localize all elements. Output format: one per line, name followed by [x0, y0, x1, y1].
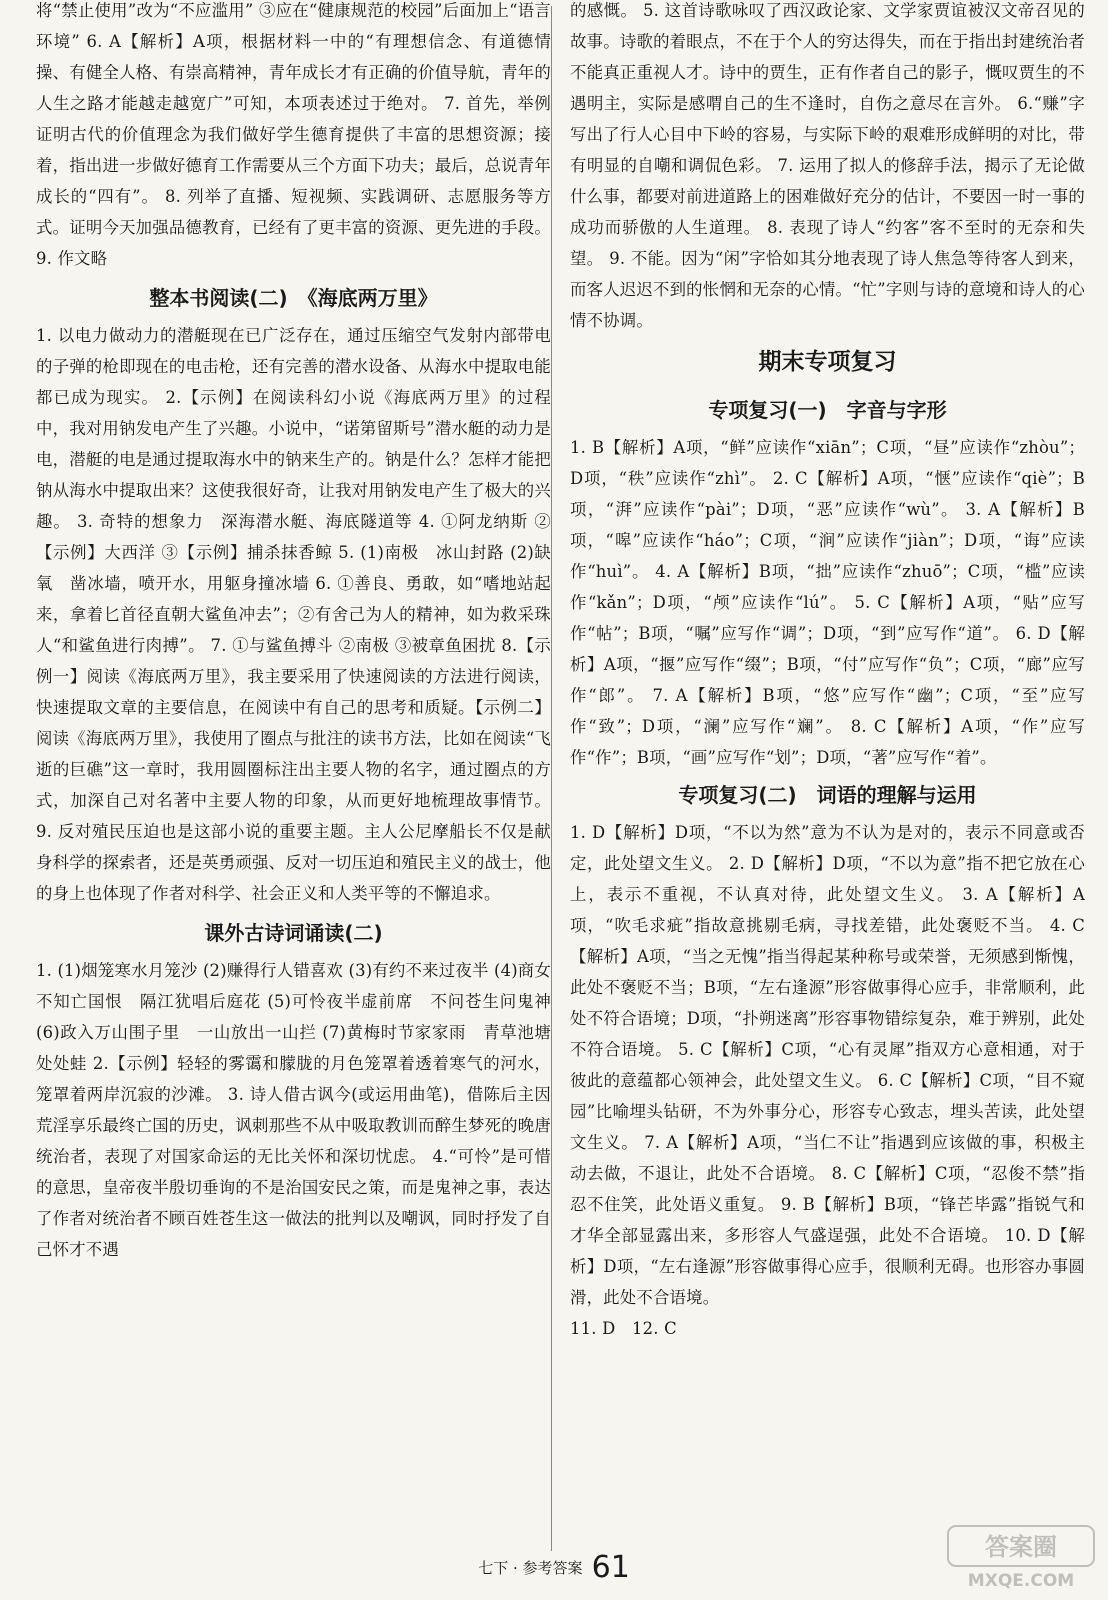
- right-column: [570, 0, 1085, 1344]
- page-number: 61: [591, 1550, 630, 1585]
- answers-poetry: 1. (1)烟笼寒水月笼沙 (2)赚得行人错喜欢 (3)有约不来过夜半 (4)商女不知亡国恨 隔江犹唱后庭花 (5)可怜夜半虚前席 不问苍生问鬼神 (6)政入万山围子里 一山放出一山拦 (7)黄梅时节家家雨 青草池塘处处蛙 2.【示例】轻轻的雾霭和朦胧的月色笼罩着透着寒气的河水，笼罩着两岸沉寂的沙滩。 3. 诗人借古讽今(或运用曲笔)，借陈后主因荒淫享乐最终亡国的历史，讽刺那些不从中吸取教训而醉生梦死的晚唐统治者，表现了对国家命运的无比关怀和深切忧虑。 4.“可怜”是可惜的意思，皇帝夜半殷切垂询的不是治国安民之策，而是鬼神之事，表达了作者对统治者不顾百姓苍生这一做法的批判以及嘲讽，同时抒发了自己怀才不遇: [36, 961, 551, 1259]
- left-column: [36, 0, 551, 1265]
- watermark-url: MXQE.COM: [967, 1571, 1075, 1591]
- section-title-pronunciation: 专项复习(一) 字音与字形: [708, 398, 947, 422]
- section-title-poetry: 课外古诗词诵读(二): [204, 921, 383, 945]
- section-title-ocean-novel: 整本书阅读(二) 《海底两万里》: [149, 286, 438, 310]
- column-divider: [551, 6, 552, 1551]
- watermark-text: 答案圈: [985, 1533, 1057, 1561]
- final-review-title: 期末专项复习: [758, 349, 897, 375]
- answers-ocean-novel: 1. 以电力做动力的潜艇现在已广泛存在，通过压缩空气发射内部带电的子弹的枪即现在的电击枪，还有完善的潜水设备、从海水中提取电能都已成为现实。 2.【示例】在阅读科幻小说《海底两万里》的过程中，我对用钠发电产生了兴趣。小说中，“诺第留斯号”潜水艇的动力是电，潜艇的电是通过提取海水中的钠来生产的。钠是什么？怎样才能把钠从海水中提取出来？这使我很好奇，让我对用钠发电产生了极大的兴趣。 3. 奇特的想象力 深海潜水艇、海底隧道等 4. ①阿龙纳斯 ②【示例】大西洋 ③【示例】捕杀抹香鲸 5. (1)南极 冰山封路 (2)缺氧 凿冰墙，喷开水，用躯身撞冰墙 6. ①善良、勇敢，如“嗜地站起来，拿着匕首径直朝大鲨鱼冲去”；②有舍己为人的精神，如为救采珠人“和鲨鱼进行肉搏”。 7. ①与鲨鱼搏斗 ②南极 ③被章鱼困扰 8.【示例一】阅读《海底两万里》，我主要采用了快速阅读的方法进行阅读，快速提取文章的主要信息，在阅读中有自己的思考和质疑。【示例二】阅读《海底两万里》，我使用了圈点与批注的读书方法，比如在阅读“飞逝的巨礁”这一章时，我用圆圈标注出主要人物的名字，通过圈点的方式，加深自己对名著中主要人物的印象，从而更好地梳理故事情节。 9. 反对殖民压迫也是这部小说的重要主题。主人公尼摩船长不仅是献身科学的探索者，还是英勇顽强、反对一切压迫和殖民主义的战士，他的身上也体现了作者对科学、社会正义和人类平等的不懈追求。: [36, 326, 551, 903]
- page-footer: [0, 1550, 1108, 1598]
- watermark-logo: [946, 1524, 1096, 1594]
- poetry-continued-text: 的感慨。 5. 这首诗歌咏叹了西汉政论家、文学家贾谊被汉文帝召见的故事。诗歌的着眼点，不在于个人的穷达得失，而在于指出封建统治者不能真正重视人才。诗中的贾生，正有作者自己的影子，慨叹贾生的不遇明主，实际是感喟自己的生不逢时，自伤之意尽在言外。 6.“赚”字写出了行人心目中下岭的容易，与实际下岭的艰难形成鲜明的对比，带有明显的自嘲和调侃色彩。 7. 运用了拟人的修辞手法，揭示了无论做什么事，都要对前进道路上的困难做好充分的估计，不要因一时一事的成功而骄傲的人生道理。 8. 表现了诗人“约客”客不至时的无奈和失望。 9. 不能。因为“闲”字恰如其分地表现了诗人焦急等待客人到来，而客人迟迟不到的怅惘和无奈的心情。“忙”字则与诗的意境和诗人的心情不协调。: [570, 1, 1085, 330]
- footer-label: 七下 · 参考答案: [478, 1559, 583, 1577]
- answer-continued-text: 将“禁止使用”改为“不应滥用” ③应在“健康规范的校园”后面加上“语言环境” 6. A【解析】A项，根据材料一中的“有理想信念、有道德情操、有健全人格、有崇高精神，青年成长才有正确的价值导航，青年的人生之路才能越走越宽广”可知，本项表述过于绝对。 7. 首先，举例证明古代的价值理念为我们做好学生德育提供了丰富的思想资源；接着，指出进一步做好德育工作需要从三个方面下功夫；最后，总说青年成长的“四有”。 8. 列举了直播、短视频、实践调研、志愿服务等方式。证明今天加强品德教育，已经有了更丰富的资源、更先进的手段。 9. 作文略: [36, 1, 551, 268]
- answers-pronunciation: 1. B【解析】A项，“鲜”应读作“xiān”；C项，“昼”应读作“zhòu”；D项，“秩”应读作“zhì”。 2. C【解析】A项，“惬”应读作“qiè”；B项，“湃”应读作“pài”；D项，“恶”应读作“wù”。 3. A【解析】B项，“嗥”应读作“háo”；C项，“涧”应读作“jiàn”；D项，“诲”应读作“huì”。 4. A【解析】B项，“拙”应读作“zhuō”；C项，“槛”应读作“kǎn”；D项，“颅”应读作“lú”。 5. C【解析】A项，“贴”应写作“帖”；B项，“嘱”应写作“调”；D项，“到”应写作“道”。 6. D【解析】A项，“揠”应写作“缀”；B项，“付”应写作“负”；C项，“廊”应写作“郎”。 7. A【解析】B项，“悠”应写作“幽”；C项，“至”应写作“致”；D项，“澜”应写作“斓”。 8. C【解析】A项，“作”应写作“作”；B项，“画”应写作“划”；D项，“著”应写作“着”。: [570, 438, 1085, 767]
- section-title-vocabulary: 专项复习(二) 词语的理解与运用: [678, 783, 977, 807]
- answers-vocabulary: 1. D【解析】D项，“不以为然”意为不认为是对的，表示不同意或否定，此处望文生义。 2. D【解析】D项，“不以为意”指不把它放在心上，表示不重视，不认真对待，此处望文生义。 3. A【解析】A项，“吹毛求疵”指故意挑剔毛病，寻找差错，此处褒贬不当。 4. C【解析】A项，“当之无愧”指当得起某种称号或荣誉，无须感到惭愧，此处不褒贬不当；B项，“左右逢源”形容做事得心应手，非常顺利，此处不符合语境；D项，“扑朔迷离”形容事物错综复杂，难于辨别，此处不符合语境。 5. C【解析】C项，“心有灵犀”指双方心意相通，对于彼此的意蕴都心领神会，此处望文生义。 6. C【解析】C项，“目不窥园”比喻埋头钻研，不为外事分心，形容专心致志，埋头苦读，此处望文生义。 7. A【解析】A项，“当仁不让”指遇到应该做的事，积极主动去做，不退让，此处不合语境。 8. C【解析】C项，“忍俊不禁”指忍不住笑，此处语义重复。 9. B【解析】B项，“锋芒毕露”指锐气和才华全部显露出来，多形容人气盛逞强，此处不合语境。 10. D【解析】D项，“左右逢源”形容做事得心应手，很顺利无碍。也形容办事圆滑，此处不合语境。: [570, 823, 1085, 1307]
- answers-closing: 11. D 12. C: [570, 1319, 677, 1338]
